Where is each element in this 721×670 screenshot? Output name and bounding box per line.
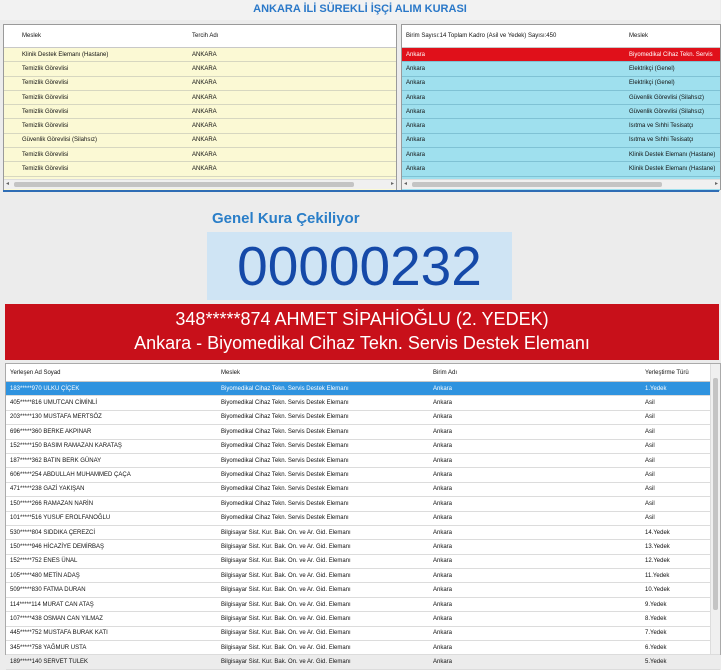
cell-tercih: ANKARA xyxy=(192,80,217,87)
cell-type: 10.Yedek xyxy=(645,587,670,594)
table-row[interactable] xyxy=(6,598,720,612)
cell-type: Asil xyxy=(645,400,655,407)
cell-birim: Ankara xyxy=(433,385,453,392)
column-header-meslek[interactable]: Meslek xyxy=(221,369,241,376)
table-row[interactable] xyxy=(6,641,720,655)
cell-name: 152*****150 BASIM RAMAZAN KARATAŞ xyxy=(10,443,122,450)
cell-tercih: ANKARA xyxy=(192,123,217,130)
winner-position: Ankara - Biyomedikal Cihaz Tekn. Servis Destek Elemanı xyxy=(134,333,590,353)
cell-birim: Ankara xyxy=(433,587,453,594)
cell-birim: Ankara xyxy=(433,529,453,536)
table-row[interactable] xyxy=(6,569,720,583)
table-row[interactable] xyxy=(6,540,720,554)
cell-type: 9.Yedek xyxy=(645,601,667,608)
cell-meslek: Elektrikçi (Genel) xyxy=(629,65,675,72)
table-row[interactable] xyxy=(402,105,720,119)
cell-meslek: Bilgisayar Sist. Kur. Bak. On. ve Ar. Gid. Elemanı xyxy=(221,587,351,594)
table-row[interactable] xyxy=(4,77,396,91)
app-title: ANKARA İLİ SÜREKLİ İŞÇİ ALIM KURASI xyxy=(253,3,467,15)
cell-name: 471*****238 GAZİ YAKIŞAN xyxy=(10,486,85,493)
winner-name: 348*****874 AHMET SİPAHİOĞLU (2. YEDEK) xyxy=(175,309,549,329)
cell-birim: Ankara xyxy=(433,615,453,622)
table-row[interactable] xyxy=(6,583,720,597)
arrow-left-icon[interactable]: ◂ xyxy=(404,181,408,187)
horizontal-scrollbar[interactable] xyxy=(4,179,396,189)
cell-meslek: Güvenlik Görevlisi (Silahsız) xyxy=(629,108,705,115)
cell-meslek: Biyomedikal Cihaz Tekn. Servis xyxy=(629,51,713,58)
cell-name: 150*****266 RAMAZAN NARİN xyxy=(10,500,94,507)
scroll-thumb[interactable] xyxy=(713,378,718,610)
cell-name: 183*****970 ULKU ÇİÇEK xyxy=(10,385,80,392)
cell-birim: Ankara xyxy=(406,137,426,144)
cell-meslek: Biyomedikal Cihaz Tekn. Servis Destek Elemanı xyxy=(221,414,349,421)
cell-name: 606*****254 ABDULLAH MUHAMMED ÇAÇA xyxy=(10,472,131,479)
cell-type: Asil xyxy=(645,500,655,507)
table-row[interactable] xyxy=(6,627,720,641)
scroll-thumb[interactable] xyxy=(412,182,662,187)
column-header-name[interactable]: Yerleşen Ad Soyad xyxy=(10,369,61,376)
cell-name: 696*****360 BERKE AKPINAR xyxy=(10,428,92,435)
draw-counter-panel xyxy=(207,232,512,300)
table-row[interactable] xyxy=(6,612,720,626)
cell-meslek: Biyomedikal Cihaz Tekn. Servis Destek Elemanı xyxy=(221,428,349,435)
vertical-scrollbar[interactable] xyxy=(710,364,720,654)
grid-header xyxy=(402,25,720,48)
cell-type: Asil xyxy=(645,428,655,435)
horizontal-scrollbar[interactable] xyxy=(402,179,720,189)
cell-meslek: Temizlik Görevlisi xyxy=(22,108,69,115)
table-row[interactable] xyxy=(4,105,396,119)
table-row[interactable] xyxy=(4,119,396,133)
cell-tercih: ANKARA xyxy=(192,65,217,72)
grid-header xyxy=(4,25,396,48)
draw-counter: 00000232 xyxy=(237,235,482,297)
scroll-thumb[interactable] xyxy=(14,182,354,187)
column-header-tercih[interactable]: Tercih Adı xyxy=(192,33,219,39)
table-row-selected[interactable] xyxy=(6,382,720,396)
cell-meslek: Bilgisayar Sist. Kur. Bak. On. ve Ar. Gid. Elemanı xyxy=(221,644,351,651)
table-row[interactable] xyxy=(6,454,720,468)
cell-meslek: Bilgisayar Sist. Kur. Bak. On. ve Ar. Gid. Elemanı xyxy=(221,558,351,565)
cell-birim: Ankara xyxy=(406,123,426,130)
column-header-meslek[interactable]: Meslek xyxy=(629,33,649,39)
cell-meslek: Bilgisayar Sist. Kur. Bak. On. ve Ar. Gid. Elemanı xyxy=(221,615,351,622)
cell-type: 6.Yedek xyxy=(645,644,667,651)
cell-type: 11.Yedek xyxy=(645,572,670,579)
column-header-birim[interactable]: Birim Sayısı:14 Toplam Kadro (Asil ve Yedek) Sayısı:450 xyxy=(406,33,557,39)
cell-name: 189*****140 SERVET TULEK xyxy=(10,659,89,666)
table-row[interactable] xyxy=(6,396,720,410)
cell-birim: Ankara xyxy=(433,414,453,421)
table-row[interactable] xyxy=(6,425,720,439)
arrow-right-icon[interactable]: ▸ xyxy=(390,181,394,187)
cell-meslek: Temizlik Görevlisi xyxy=(22,166,69,173)
cell-meslek: Isıtma ve Sıhhi Tesisatçı xyxy=(629,123,694,130)
table-row[interactable] xyxy=(402,148,720,162)
cell-meslek: Biyomedikal Cihaz Tekn. Servis Destek Elemanı xyxy=(221,486,349,493)
cell-meslek: Klinik Destek Elemanı (Hastane) xyxy=(629,166,716,173)
table-row[interactable] xyxy=(402,62,720,76)
cell-meslek: Biyomedikal Cihaz Tekn. Servis Destek Elemanı xyxy=(221,457,349,464)
table-row[interactable] xyxy=(402,162,720,176)
cell-meslek: Bilgisayar Sist. Kur. Bak. On. ve Ar. Gid. Elemanı xyxy=(221,572,351,579)
cell-birim: Ankara xyxy=(433,543,453,550)
column-header-meslek[interactable]: Meslek xyxy=(22,33,42,39)
arrow-right-icon[interactable]: ▸ xyxy=(714,181,718,187)
cell-meslek: Biyomedikal Cihaz Tekn. Servis Destek Elemanı xyxy=(221,443,349,450)
table-row[interactable] xyxy=(6,512,720,526)
table-row[interactable] xyxy=(402,91,720,105)
cell-meslek: Güvenlik Görevlisi (Silahsız) xyxy=(629,94,705,101)
cell-tercih: ANKARA xyxy=(192,151,217,158)
cell-name: 114*****114 MURAT CAN ATAŞ xyxy=(10,601,94,608)
cell-type: 5.Yedek xyxy=(645,659,667,666)
title-bar xyxy=(0,0,720,20)
table-row[interactable] xyxy=(4,162,396,176)
winner-banner xyxy=(5,304,719,360)
table-row[interactable] xyxy=(6,483,720,497)
cell-birim: Ankara xyxy=(406,108,426,115)
cell-type: 8.Yedek xyxy=(645,615,667,622)
cell-type: Asil xyxy=(645,414,655,421)
cell-birim: Ankara xyxy=(433,500,453,507)
cell-name: 405*****816 UMUTCAN CİMİNLİ xyxy=(10,400,98,407)
cell-meslek: Bilgisayar Sist. Kur. Bak. On. ve Ar. Gid. Elemanı xyxy=(221,543,351,550)
cell-meslek: Temizlik Görevlisi xyxy=(22,123,69,130)
cell-meslek: Biyomedikal Cihaz Tekn. Servis Destek Elemanı xyxy=(221,500,349,507)
table-row[interactable] xyxy=(402,119,720,133)
cell-meslek: Bilgisayar Sist. Kur. Bak. On. ve Ar. Gid. Elemanı xyxy=(221,659,351,666)
cell-birim: Ankara xyxy=(433,457,453,464)
column-header-type[interactable]: Yerleştirme Türü xyxy=(645,369,689,376)
cell-tercih: ANKARA xyxy=(192,137,217,144)
grid-header xyxy=(6,364,720,382)
placement-grid[interactable] xyxy=(5,363,721,666)
cell-birim: Ankara xyxy=(433,486,453,493)
table-row[interactable] xyxy=(6,655,720,669)
cell-birim: Ankara xyxy=(433,659,453,666)
cell-birim: Ankara xyxy=(406,51,426,58)
table-row[interactable] xyxy=(4,134,396,148)
cell-meslek: Temizlik Görevlisi xyxy=(22,151,69,158)
table-row[interactable] xyxy=(6,555,720,569)
cell-birim: Ankara xyxy=(433,443,453,450)
table-row[interactable] xyxy=(4,148,396,162)
cell-name: 150*****946 HİCAZİYE DEMİRBAŞ xyxy=(10,543,105,550)
grid-rows xyxy=(4,48,396,191)
cell-meslek: Biyomedikal Cihaz Tekn. Servis Destek Elemanı xyxy=(221,385,349,392)
cell-name: 105*****480 METİN ADAŞ xyxy=(10,572,80,579)
cell-type: Asil xyxy=(645,472,655,479)
table-row[interactable] xyxy=(4,62,396,76)
table-row[interactable] xyxy=(4,48,396,62)
cell-name: 345*****758 YAĞMUR USTA xyxy=(10,644,87,651)
cell-meslek: Güvenlik Görevlisi (Silahsız) xyxy=(22,137,98,144)
draw-status-label: Genel Kura Çekiliyor xyxy=(212,210,360,227)
cell-type: 12.Yedek xyxy=(645,558,670,565)
cell-meslek: Elektrikçi (Genel) xyxy=(629,80,675,87)
cell-type: Asil xyxy=(645,443,655,450)
cell-birim: Ankara xyxy=(433,558,453,565)
table-row[interactable] xyxy=(402,134,720,148)
table-row[interactable] xyxy=(6,440,720,454)
cell-name: 107*****438 OSMAN CAN YILMAZ xyxy=(10,615,103,622)
cell-type: 13.Yedek xyxy=(645,543,670,550)
cell-meslek: Biyomedikal Cihaz Tekn. Servis Destek Elemanı xyxy=(221,400,349,407)
table-row[interactable] xyxy=(6,497,720,511)
cell-meslek: Temizlik Görevlisi xyxy=(22,94,69,101)
cell-name: 445*****752 MUSTAFA BURAK KATI xyxy=(10,630,108,637)
cell-meslek: Klinik Destek Elemanı (Hastane) xyxy=(629,151,716,158)
cell-name: 509*****830 FATMA DURAN xyxy=(10,587,86,594)
cell-birim: Ankara xyxy=(406,65,426,72)
cell-birim: Ankara xyxy=(406,151,426,158)
cell-meslek: Isıtma ve Sıhhi Tesisatçı xyxy=(629,137,694,144)
cell-birim: Ankara xyxy=(433,601,453,608)
preference-grid[interactable] xyxy=(3,24,397,190)
cell-tercih: ANKARA xyxy=(192,94,217,101)
table-row[interactable] xyxy=(6,526,720,540)
cell-type: Asil xyxy=(645,457,655,464)
cell-birim: Ankara xyxy=(433,400,453,407)
cell-type: 14.Yedek xyxy=(645,529,670,536)
cell-name: 530*****804 SIDDIKA ÇEREZCİ xyxy=(10,529,96,536)
cell-meslek: Klinik Destek Elemanı (Hastane) xyxy=(22,51,109,58)
cell-type: 1.Yedek xyxy=(645,385,667,392)
cell-tercih: ANKARA xyxy=(192,51,217,58)
cell-birim: Ankara xyxy=(433,428,453,435)
cell-meslek: Biyomedikal Cihaz Tekn. Servis Destek Elemanı xyxy=(221,472,349,479)
arrow-left-icon[interactable]: ◂ xyxy=(6,181,10,187)
cell-name: 101*****516 YUSUF EROLFANOĞLU xyxy=(10,515,111,522)
grid-rows xyxy=(6,382,720,670)
cell-type: 7.Yedek xyxy=(645,630,667,637)
cell-type: Asil xyxy=(645,486,655,493)
cell-meslek: Bilgisayar Sist. Kur. Bak. On. ve Ar. Gid. Elemanı xyxy=(221,529,351,536)
unit-grid[interactable] xyxy=(401,24,721,190)
cell-birim: Ankara xyxy=(433,644,453,651)
cell-birim: Ankara xyxy=(433,572,453,579)
table-row[interactable] xyxy=(4,91,396,105)
cell-type: Asil xyxy=(645,515,655,522)
cell-tercih: ANKARA xyxy=(192,108,217,115)
cell-tercih: ANKARA xyxy=(192,166,217,173)
cell-birim: Ankara xyxy=(406,80,426,87)
cell-meslek: Biyomedikal Cihaz Tekn. Servis Destek Elemanı xyxy=(221,515,349,522)
cell-name: 187*****362 BATIN BERK GÜNAY xyxy=(10,457,102,464)
cell-meslek: Temizlik Görevlisi xyxy=(22,65,69,72)
column-header-birim[interactable]: Birim Adı xyxy=(433,369,458,376)
table-row[interactable] xyxy=(402,77,720,91)
section-divider xyxy=(3,190,719,192)
table-row[interactable] xyxy=(6,411,720,425)
cell-meslek: Bilgisayar Sist. Kur. Bak. On. ve Ar. Gid. Elemanı xyxy=(221,630,351,637)
cell-name: 203*****130 MUSTAFA MERTSÖZ xyxy=(10,414,102,421)
cell-name: 152*****752 ENES ÜNAL xyxy=(10,558,78,565)
cell-birim: Ankara xyxy=(433,472,453,479)
grid-rows xyxy=(402,48,720,191)
cell-meslek: Bilgisayar Sist. Kur. Bak. On. ve Ar. Gid. Elemanı xyxy=(221,601,351,608)
cell-meslek: Temizlik Görevlisi xyxy=(22,80,69,87)
cell-birim: Ankara xyxy=(406,166,426,173)
table-row-selected[interactable] xyxy=(402,48,720,62)
table-row[interactable] xyxy=(6,468,720,482)
cell-birim: Ankara xyxy=(433,515,453,522)
cell-birim: Ankara xyxy=(433,630,453,637)
cell-birim: Ankara xyxy=(406,94,426,101)
